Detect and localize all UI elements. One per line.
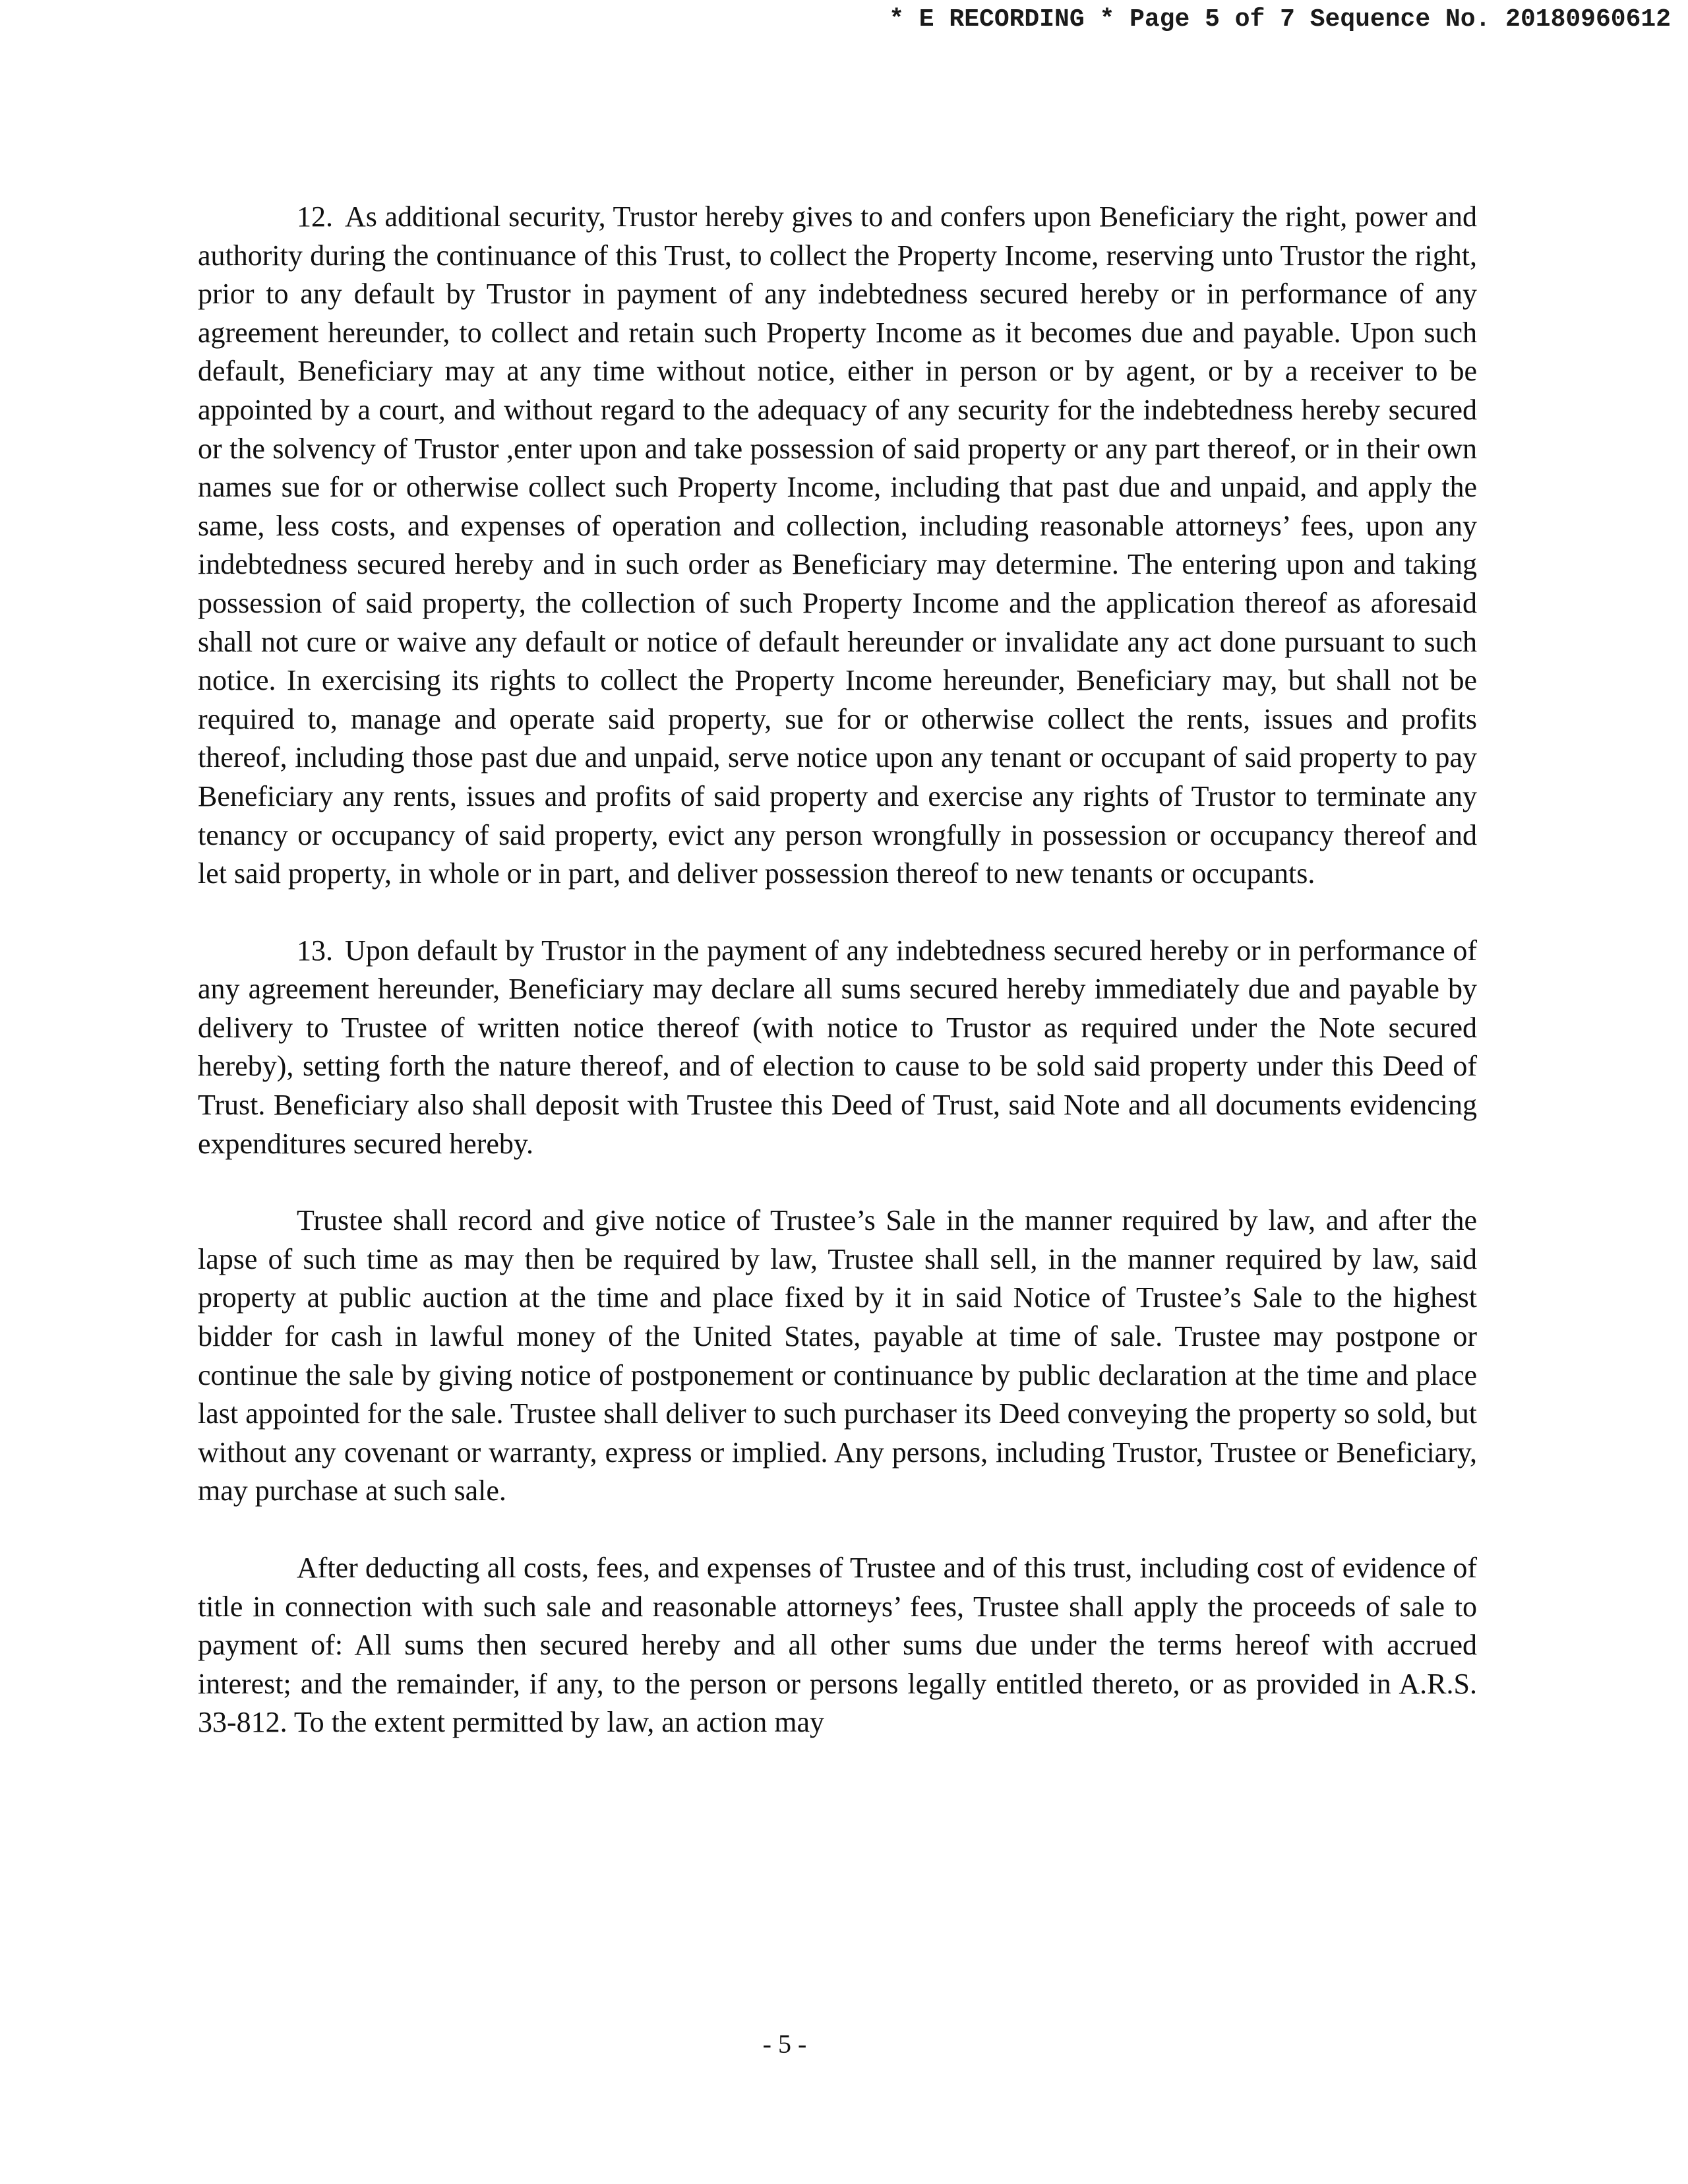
- paragraph-text: After deducting all costs, fees, and expenses of Trustee and of this trust, including cost of evidence of title in connection with such sale and reasonable attorneys’ fees, Trustee shall apply the proceeds of sale to payment of: All sums then secured hereby and all other sums due under the terms hereof with accrued interest; and the remainder, if any, to the person or persons legally entitled thereto, or as provided in A.R.S. 33-812. To the extent permitted by law, an action may: [198, 1552, 1477, 1739]
- paragraph-number: 13.: [297, 934, 333, 967]
- page-number: - 5 -: [762, 2029, 807, 2059]
- paragraph-text: Trustee shall record and give notice of Trustee’s Sale in the manner required by law, and after the lapse of such time as may then be required by law, Trustee shall sell, in the manner required by law, said property at public auction at the time and place fixed by it in said Notice of Trustee’s Sale to the highest bidder for cash in lawful money of the United States, payable at time of sale. Trustee may postpone or continue the sale by giving notice of postponement or continuance by public declaration at the time and place last appointed for the sale. Trustee shall deliver to such purchaser its Deed conveying the property so sold, but without any covenant or warranty, express or implied. Any persons, including Trustor, Trustee or Beneficiary, may purchase at such sale.: [198, 1204, 1477, 1507]
- paragraph-trustee-sale: [198, 1201, 1477, 1511]
- paragraph-13: [198, 932, 1477, 1164]
- paragraph-proceeds: [198, 1549, 1477, 1742]
- paragraph-text: Upon default by Trustor in the payment of any indebtedness secured hereby or in performance of any agreement hereunder, Beneficiary may declare all sums secured hereby immediately due and payable by delivery to Trustee of written notice thereof (with notice to Trustor as required under the Note secured hereby), setting forth the nature thereof, and of election to cause to be sold said property under this Deed of Trust. Beneficiary also shall deposit with Trustee this Deed of Trust, said Note and all documents evidencing expenditures secured hereby.: [198, 934, 1477, 1160]
- paragraph-number: 12.: [297, 200, 333, 233]
- paragraph-12: [198, 198, 1477, 894]
- document-body: [198, 198, 1477, 1780]
- recording-stamp: * E RECORDING * Page 5 of 7 Sequence No. 20180960612: [889, 5, 1671, 34]
- paragraph-text: As additional security, Trustor hereby gives to and confers upon Beneficiary the right, power and authority during the continuance of this Trust, to collect the Property Income, reserving unto Trustor the right, prior to any default by Trustor in payment of any indebtedness secured hereby or in performance of any agreement hereunder, to collect and retain such Property Income as it becomes due and payable. Upon such default, Beneficiary may at any time without notice, either in person or by agent, or by a receiver to be appointed by a court, and without regard to the adequacy of any security for the indebtedness hereby secured or the solvency of Trustor ,enter upon and take possession of said property or any part thereof, or in their own names sue for or otherwise collect such Property Income, including that past due and unpaid, and apply the same, less costs, and expenses of operation and collection, including reasonable attorneys’ fees, upon any indebtedness secured hereby and in such order as Beneficiary may determine. The entering upon and taking possession of said property, the collection of such Property Income and the application thereof as aforesaid shall not cure or waive any default or notice of default hereunder or invalidate any act done pursuant to such notice. In exercising its rights to collect the Property Income hereunder, Beneficiary may, but shall not be required to, manage and operate said property, sue for or otherwise collect the rents, issues and profits thereof, including those past due and unpaid, serve notice upon any tenant or occupant of said property to pay Beneficiary any rents, issues and profits of said property and exercise any rights of Trustor to terminate any tenancy or occupancy of said property, evict any person wrongfully in possession or occupancy thereof and let said property, in whole or in part, and deliver possession thereof to new tenants or occupants.: [198, 200, 1477, 890]
